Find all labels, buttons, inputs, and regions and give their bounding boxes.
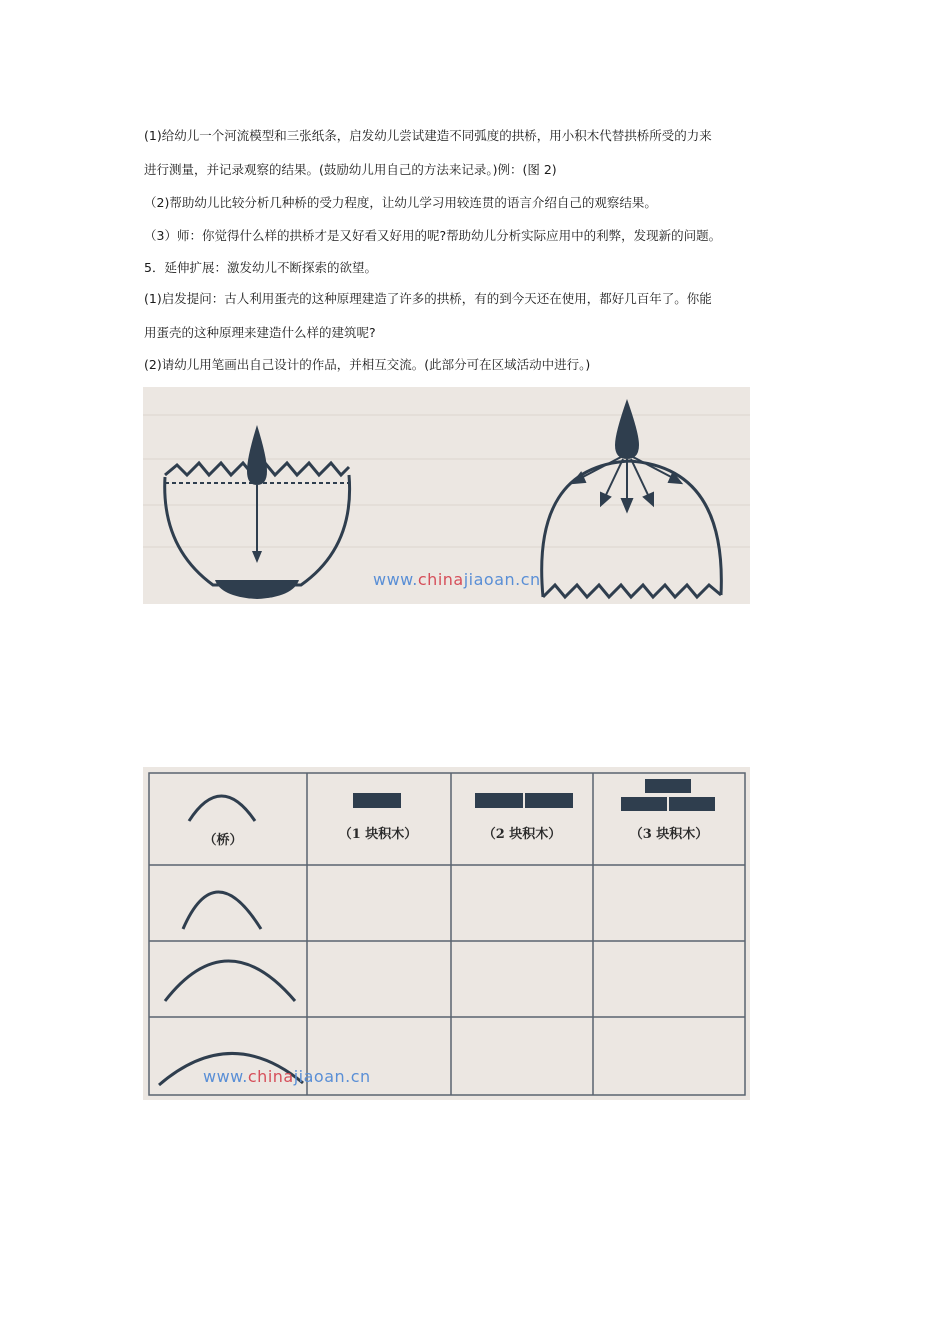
arch-medium [165,961,295,1001]
block-2a [475,793,523,808]
watermark-figure1: www.chinajiaoan.cn [373,570,541,589]
block-3-left [621,797,667,811]
header-one-block-label: （1 块积木） [338,827,418,842]
dome-eggshell [542,461,722,597]
eggshell-force-figure [143,387,750,604]
paragraph-3: （2)帮助幼儿比较分析几种桥的受力程度，让幼儿学习用较连贯的语言介绍自己的观察结果。 [144,195,657,210]
bowl-bottom-fill [215,580,299,599]
watermark-figure2: www.chinajiaoan.cn [203,1067,371,1086]
paragraph-2: 进行测量，并记录观察的结果。(鼓励幼儿用自己的方法来记录。)例：(图 2) [144,162,557,177]
block-2b [525,793,573,808]
paragraph-8: (2)请幼儿用笔画出自己设计的作品，并相互交流。(此部分可在区域活动中进行。) [144,357,591,372]
paragraph-7: 用蛋壳的这种原理来建造什么样的建筑呢? [144,325,376,340]
drop-left [247,425,267,485]
paragraph-4: （3）师：你觉得什么样的拱桥才是又好看又好用的呢?帮助幼儿分析实际应用中的利弊，发现新的问题。 [144,228,722,243]
header-bridge-label: （桥） [203,833,243,848]
paragraph-5-heading: 5．延伸扩展：激发幼儿不断探索的欲望。 [144,260,377,275]
paragraph-6: (1)启发提问：古人利用蛋壳的这种原理建造了许多的拱桥，有的到今天还在使用，都好几百年了。你能 [144,291,712,306]
block-1 [353,793,401,808]
drop-right [615,399,639,459]
paragraph-1: (1)给幼儿一个河流模型和三张纸条，启发幼儿尝试建造不同弧度的拱桥，用小积木代替拱桥所受的力来 [144,128,712,143]
force-arrows-dispersed [573,457,681,511]
arch-high [183,892,261,929]
block-3-top [645,779,691,793]
header-two-blocks-label: （2 块积木） [482,827,562,842]
recording-table-grid [143,767,750,1100]
header-arch [189,796,255,821]
arch-bridge-table-figure [143,767,750,1100]
header-three-blocks-label: （3 块积木） [629,827,709,842]
block-3-right [669,797,715,811]
